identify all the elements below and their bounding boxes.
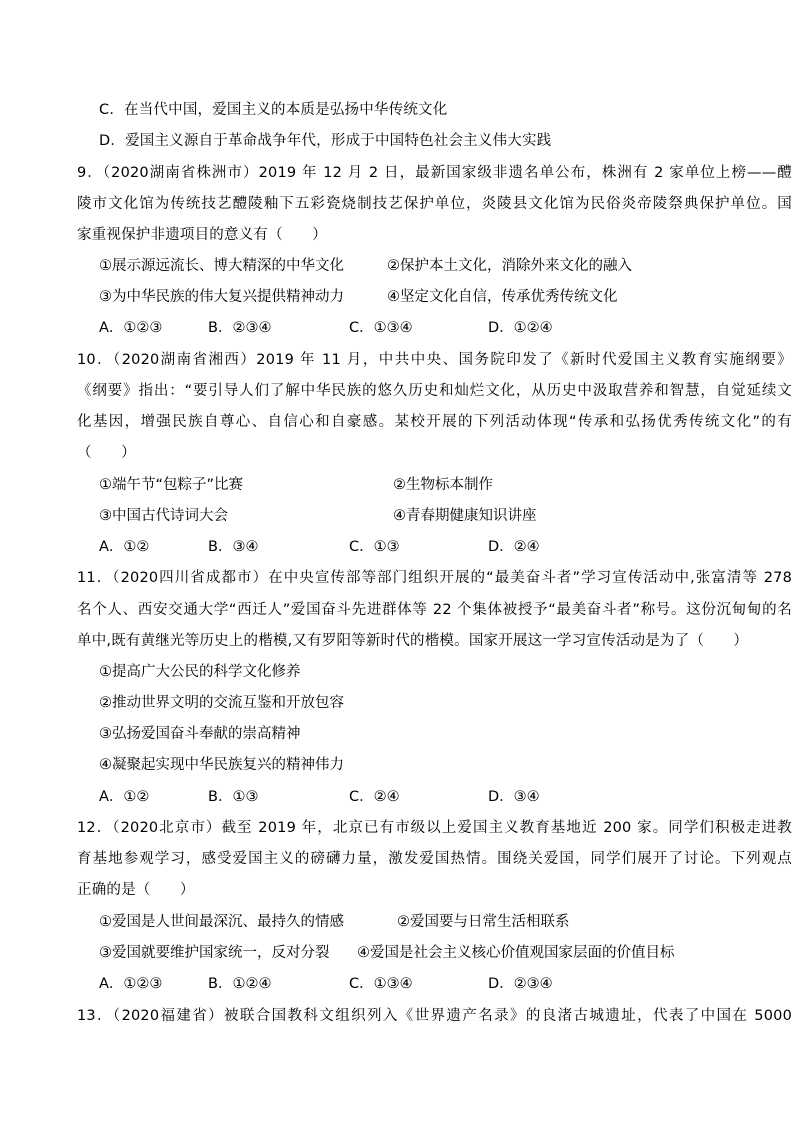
q10-stem-line3: 化基因，增强民族自尊心、自信心和自豪感。某校开展的下列活动体现“传承和弘扬优秀传统文化”的有 [77,414,792,430]
q10-stem-line1: 10．（2020湖南省湘西）2019 年 11 月，中共中央、国务院印发了《新时代爱国主义教育实施纲要》 [77,352,792,368]
q11-item-2: ②推动世界文明的交流互鉴和开放包容 [99,695,344,711]
q12-choice-d: D．②③④ [488,976,553,992]
q12-choice-b: B．①②④ [208,976,272,992]
q9-item-2: ②保护本土文化，消除外来文化的融入 [387,258,632,274]
q10-item-3: ③中国古代诗词大会 [99,508,228,524]
q11-item-1: ①提高广大公民的科学文化修养 [99,664,301,680]
q11-stem-line1: 11．（2020四川省成都市）在中央宣传部等部门组织开展的“最美奋斗者”学习宣传活动中,张富清等 278 [77,570,792,586]
q9-choice-c: C．①③④ [349,320,413,336]
q12-choice-c: C．①③④ [349,976,413,992]
q10-item-1: ①端午节“包粽子”比赛 [99,477,244,493]
q9-choice-b: B．②③④ [208,320,272,336]
q10-choice-d: D．②④ [488,539,540,555]
q12-item-1: ①爱国是人世间最深沉、最持久的情感 [99,914,344,930]
q9-item-4: ④坚定文化自信，传承优秀传统文化 [387,289,618,305]
q10-choice-c: C．①③ [349,539,400,555]
q12-stem-line2: 育基地参观学习，感受爱国主义的磅礴力量，激发爱国热情。围绕关爱国，同学们展开了讨论。下列观点 [77,851,792,867]
q9-stem-line1: 9．（2020湖南省株洲市）2019 年 12 月 2 日，最新国家级非遗名单公布，株洲有 2 家单位上榜——醴 [77,165,792,181]
q8-option-c: C．在当代中国，爱国主义的本质是弘扬中华传统文化 [99,102,448,118]
q12-stem-line1: 12．（2020北京市）截至 2019 年，北京已有市级以上爱国主义教育基地近 200 家。同学们积极走进教 [77,820,792,836]
q9-stem-line2: 陵市文化馆为传统技艺醴陵釉下五彩瓷烧制技艺保护单位，炎陵县文化馆为民俗炎帝陵祭典保护单位。国 [77,196,792,212]
q10-stem-line2: 《纲要》指出：“要引导人们了解中华民族的悠久历史和灿烂文化，从历史中汲取营养和智慧，自觉延续文 [77,383,792,399]
q12-choice-a: A．①②③ [99,976,163,992]
q12-item-3: ③爱国就要维护国家统一，反对分裂 [99,945,330,961]
q11-stem-line2: 名个人、西安交通大学“西迁人”爱国奋斗先进群体等 22 个集体被授予“最美奋斗者”称号。这份沉甸甸的名 [77,602,792,618]
q12-item-2: ②爱国要与日常生活相联系 [397,914,570,930]
q11-choice-d: D．③④ [488,789,540,805]
q11-stem-line3: 单中,既有黄继光等历史上的楷模,又有罗阳等新时代的楷模。国家开展这一学习宣传活动是为了（ ） [77,633,749,649]
q10-choice-a: A．①② [99,539,150,555]
q9-item-1: ①展示源远流长、博大精深的中华文化 [99,258,344,274]
q12-stem-line3: 正确的是（ ） [77,882,195,898]
q10-choice-b: B．③④ [208,539,259,555]
q9-choice-d: D．①②④ [488,320,553,336]
q10-stem-line4: （ ） [77,445,136,461]
q12-item-4: ④爱国是社会主义核心价值观国家层面的价值目标 [357,945,675,961]
q10-item-4: ④青春期健康知识讲座 [393,508,537,524]
q13-stem-line1: 13．（2020福建省）被联合国教科文组织列入《世界遗产名录》的良渚古城遗址，代表了中国在 5000 [77,1008,792,1024]
q11-choice-a: A．①② [99,789,150,805]
q11-choice-b: B．①③ [208,789,259,805]
q9-item-3: ③为中华民族的伟大复兴提供精神动力 [99,289,344,305]
q11-item-4: ④凝聚起实现中华民族复兴的精神伟力 [99,757,344,773]
q9-stem-line3: 家重视保护非遗项目的意义有（ ） [77,227,327,243]
q8-option-d: D．爱国主义源自于革命战争年代，形成于中国特色社会主义伟大实践 [99,133,552,149]
q9-choice-a: A．①②③ [99,320,163,336]
q11-choice-c: C．②④ [349,789,400,805]
q10-item-2: ②生物标本制作 [393,477,493,493]
q11-item-3: ③弘扬爱国奋斗奉献的崇高精神 [99,726,301,742]
